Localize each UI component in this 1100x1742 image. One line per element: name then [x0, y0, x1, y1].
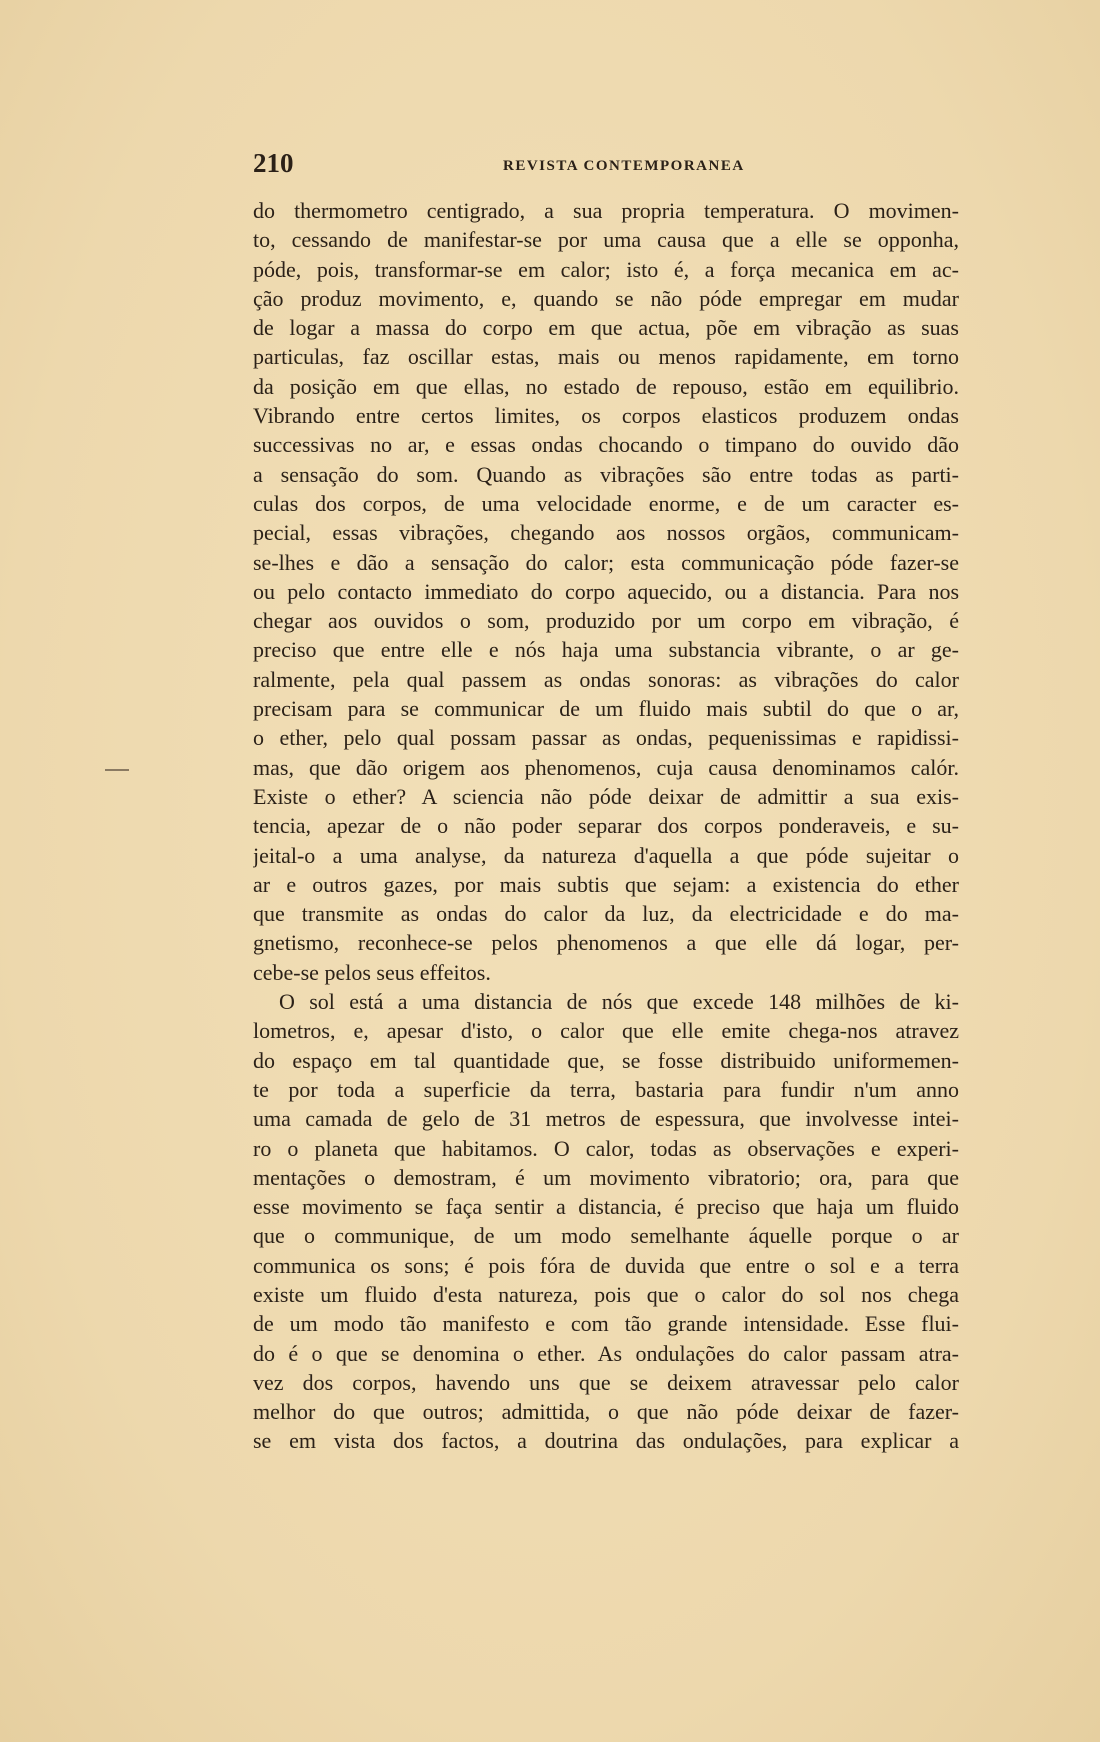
text-line: do é o que se denomina o ether. As ondulações do calor passam atra- — [253, 1340, 959, 1366]
text-line: melhor do que outros; admittida, o que não póde deixar de fazer- — [253, 1399, 959, 1425]
body-text — [253, 196, 959, 1456]
text-line: ção produz movimento, e, quando se não póde empregar em mudar — [253, 285, 959, 311]
text-line: culas dos corpos, de uma velocidade enorme, e de um caracter es- — [253, 490, 959, 516]
page-header — [253, 148, 965, 182]
text-line: chegar aos ouvidos o som, produzido por um corpo em vibração, é — [253, 608, 959, 634]
text-line: cebe-se pelos seus effeitos. — [253, 959, 491, 985]
running-head: REVISTA CONTEMPORANEA — [503, 158, 745, 174]
text-line: a sensação do som. Quando as vibrações são entre todas as parti- — [253, 461, 959, 487]
text-line: te por toda a superficie da terra, bastaria para fundir n'um anno — [253, 1076, 959, 1102]
text-line: communica os sons; é pois fóra de duvida que entre o sol e a terra — [253, 1252, 959, 1278]
margin-mark — [105, 769, 129, 771]
text-line: do espaço em tal quantidade que, se fosse distribuido uniformemen- — [253, 1047, 959, 1073]
text-line: successivas no ar, e essas ondas chocando o timpano do ouvido dão — [253, 432, 959, 458]
text-line: que transmite as ondas do calor da luz, da electricidade e do ma- — [253, 901, 959, 927]
text-line: de um modo tão manifesto e com tão grande intensidade. Esse flui- — [253, 1311, 959, 1337]
text-line: O sol está a uma distancia de nós que excede 148 milhões de ki- — [279, 989, 959, 1015]
text-line: ralmente, pela qual passem as ondas sonoras: as vibrações do calor — [253, 666, 959, 692]
text-line: se em vista dos factos, a doutrina das ondulações, para explicar a — [253, 1428, 959, 1454]
text-line: do thermometro centigrado, a sua propria temperatura. O movimen- — [253, 198, 959, 223]
paragraph — [253, 987, 959, 1456]
text-line: lometros, e, apesar d'isto, o calor que elle emite chega-nos atravez — [253, 1018, 959, 1044]
page-number: 210 — [253, 148, 294, 178]
paragraph — [253, 196, 959, 987]
text-line: ou pelo contacto immediato do corpo aquecido, ou a distancia. Para nos — [253, 578, 959, 604]
text-line: Existe o ether? A sciencia não póde deixar de admittir a sua exis- — [253, 783, 959, 809]
text-line: particulas, faz oscillar estas, mais ou menos rapidamente, em torno — [253, 344, 959, 370]
text-line: da posição em que ellas, no estado de repouso, estão em equilibrio. — [253, 373, 959, 399]
text-line: ro o planeta que habitamos. O calor, todas as observações e experi- — [253, 1135, 959, 1161]
text-line: preciso que entre elle e nós haja uma substancia vibrante, o ar ge- — [253, 637, 959, 663]
text-line: vez dos corpos, havendo uns que se deixem atravessar pelo calor — [253, 1369, 959, 1395]
text-line: gnetismo, reconhece-se pelos phenomenos a que elle dá logar, per- — [253, 930, 959, 956]
text-line: Vibrando entre certos limites, os corpos elasticos produzem ondas — [253, 403, 959, 429]
text-line: precisam para se communicar de um fluido mais subtil do que o ar, — [253, 696, 959, 722]
text-line: mas, que dão origem aos phenomenos, cuja causa denominamos calór. — [253, 754, 959, 780]
text-line: esse movimento se faça sentir a distancia, é preciso que haja um fluido — [253, 1194, 959, 1220]
text-line: ar e outros gazes, por mais subtis que sejam: a existencia do ether — [253, 871, 959, 897]
text-line: pecial, essas vibrações, chegando aos nossos orgãos, communicam- — [253, 520, 959, 546]
text-line: to, cessando de manifestar-se por uma causa que a elle se opponha, — [253, 227, 959, 253]
text-line: uma camada de gelo de 31 metros de espessura, que involvesse intei- — [253, 1106, 959, 1132]
text-line: o ether, pelo qual possam passar as ondas, pequenissimas e rapidissi- — [253, 725, 959, 751]
text-line: de logar a massa do corpo em que actua, põe em vibração as suas — [253, 315, 959, 341]
text-line: póde, pois, transformar-se em calor; isto é, a força mecanica em ac- — [253, 256, 959, 282]
text-line: jeital-o a uma analyse, da natureza d'aquella a que póde sujeitar o — [253, 842, 959, 868]
text-line: existe um fluido d'esta natureza, pois que o calor do sol nos chega — [253, 1281, 959, 1307]
text-line: tencia, apezar de o não poder separar dos corpos ponderaveis, e su- — [253, 813, 959, 839]
text-line: se-lhes e dão a sensação do calor; esta communicação póde fazer-se — [253, 549, 959, 575]
text-line: que o communique, de um modo semelhante áquelle porque o ar — [253, 1223, 959, 1249]
text-line: mentações o demostram, é um movimento vibratorio; ora, para que — [253, 1164, 959, 1190]
